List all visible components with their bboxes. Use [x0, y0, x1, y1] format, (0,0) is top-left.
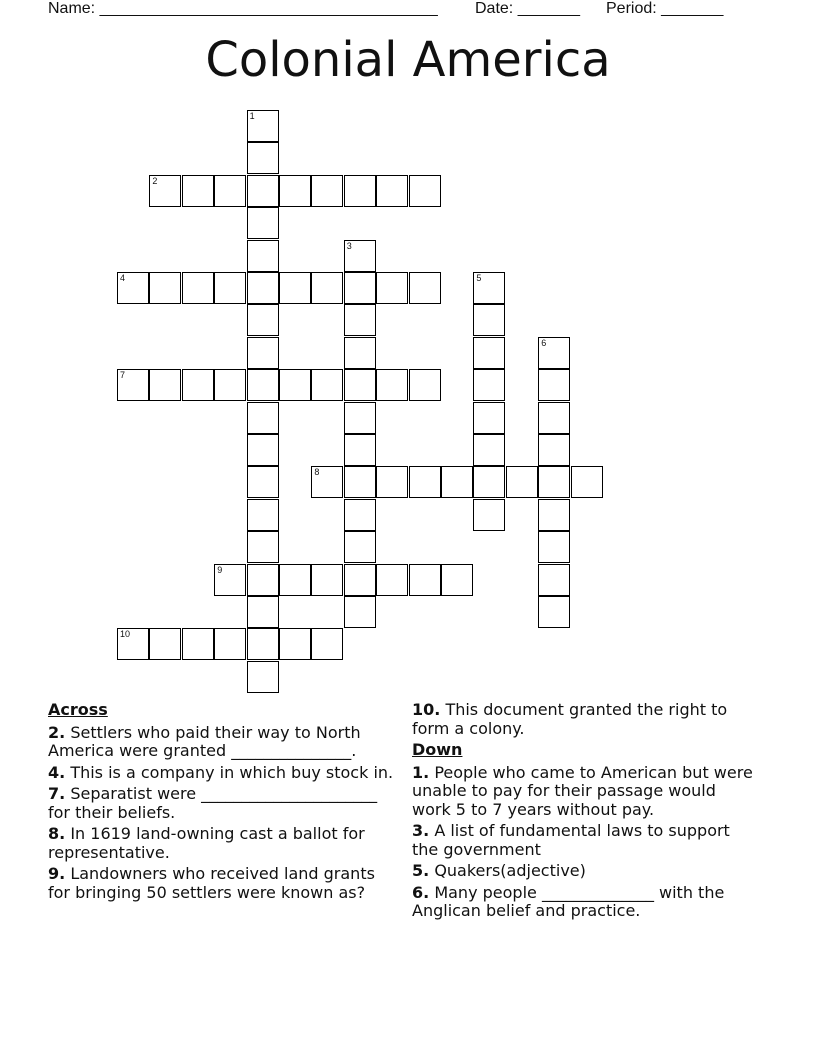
- grid-cell[interactable]: [538, 369, 570, 401]
- clue-down-6: 6. Many people ______________ with the Anglican belief and practice.: [412, 882, 725, 920]
- grid-cell[interactable]: [409, 272, 441, 304]
- grid-cell[interactable]: [473, 272, 505, 304]
- grid-cell[interactable]: [247, 304, 279, 336]
- grid-cell[interactable]: [149, 628, 181, 660]
- down-heading: Down: [412, 740, 463, 759]
- grid-cell[interactable]: [247, 466, 279, 498]
- grid-cell[interactable]: [214, 564, 246, 596]
- grid-cell[interactable]: [247, 564, 279, 596]
- grid-cell[interactable]: [538, 596, 570, 628]
- grid-cell[interactable]: [214, 175, 246, 207]
- clue-number: 7: [120, 370, 126, 381]
- grid-cell[interactable]: [376, 466, 408, 498]
- grid-cell[interactable]: [506, 466, 538, 498]
- grid-cell[interactable]: [247, 402, 279, 434]
- clue-number: 3: [346, 240, 352, 251]
- clue-down-3: 3. A list of fundamental laws to support the government: [412, 821, 730, 859]
- clue-number: 4: [120, 273, 126, 283]
- grid-cell[interactable]: [538, 531, 570, 563]
- grid-cell[interactable]: [247, 499, 279, 531]
- grid-cell[interactable]: [117, 272, 149, 304]
- grid-cell[interactable]: [376, 272, 408, 304]
- grid-cell[interactable]: [279, 628, 311, 660]
- grid-cell[interactable]: [376, 175, 408, 207]
- grid-cell[interactable]: [149, 272, 181, 304]
- period-field[interactable]: Period: _______: [606, 0, 724, 17]
- grid-cell[interactable]: [182, 272, 214, 304]
- grid-cell[interactable]: [247, 369, 279, 401]
- grid-cell[interactable]: [247, 272, 279, 304]
- grid-cell[interactable]: [182, 628, 214, 660]
- across-heading: Across: [48, 700, 108, 719]
- grid-cell[interactable]: [571, 466, 603, 498]
- grid-cell[interactable]: [538, 337, 570, 369]
- grid-cell[interactable]: [473, 369, 505, 401]
- clue-number: 5: [476, 273, 482, 283]
- grid-cell[interactable]: [344, 240, 376, 272]
- grid-cell[interactable]: [247, 531, 279, 563]
- grid-cell[interactable]: [247, 661, 279, 693]
- grid-cell[interactable]: [214, 369, 246, 401]
- grid-cell[interactable]: [473, 402, 505, 434]
- grid-cell[interactable]: [279, 175, 311, 207]
- grid-cell[interactable]: [311, 564, 343, 596]
- grid-cell[interactable]: [344, 564, 376, 596]
- grid-cell[interactable]: [409, 369, 441, 401]
- grid-cell[interactable]: [344, 175, 376, 207]
- grid-cell[interactable]: [311, 369, 343, 401]
- clues-right-column: [412, 701, 757, 924]
- name-field[interactable]: Name: ______________________________________: [48, 0, 438, 17]
- grid-cell[interactable]: [344, 531, 376, 563]
- grid-cell[interactable]: [409, 175, 441, 207]
- grid-cell[interactable]: [279, 272, 311, 304]
- grid-cell[interactable]: [409, 564, 441, 596]
- grid-cell[interactable]: [441, 466, 473, 498]
- clue-across-4: 4. This is a company in which buy stock in.: [48, 762, 394, 782]
- grid-cell[interactable]: [279, 564, 311, 596]
- grid-cell[interactable]: [182, 175, 214, 207]
- grid-cell[interactable]: [214, 628, 246, 660]
- clue-number: 9: [217, 564, 223, 575]
- grid-cell[interactable]: [247, 596, 279, 628]
- grid-cell[interactable]: [441, 564, 473, 596]
- grid-cell[interactable]: [538, 402, 570, 434]
- clues-left-column: [48, 701, 398, 905]
- grid-cell[interactable]: [149, 369, 181, 401]
- grid-cell[interactable]: [473, 434, 505, 466]
- grid-cell[interactable]: [344, 402, 376, 434]
- clue-across-2: 2. Settlers who paid their way to North America were granted _______________.: [48, 722, 361, 760]
- grid-cell[interactable]: [473, 466, 505, 498]
- grid-cell[interactable]: [409, 466, 441, 498]
- grid-cell[interactable]: [311, 628, 343, 660]
- grid-cell[interactable]: [117, 369, 149, 401]
- grid-cell[interactable]: [473, 304, 505, 336]
- date-field[interactable]: Date: _______: [475, 0, 580, 17]
- grid-cell[interactable]: [344, 434, 376, 466]
- grid-cell[interactable]: [473, 499, 505, 531]
- grid-cell[interactable]: [279, 369, 311, 401]
- clue-number: 6: [541, 337, 547, 348]
- grid-cell[interactable]: [376, 369, 408, 401]
- grid-cell[interactable]: [344, 596, 376, 628]
- grid-cell[interactable]: [538, 466, 570, 498]
- grid-cell[interactable]: [344, 499, 376, 531]
- clue-across-8: 8. In 1619 land-owning cast a ballot for representative.: [48, 824, 365, 862]
- clue-number: 8: [314, 467, 320, 478]
- grid-cell[interactable]: [344, 466, 376, 498]
- grid-cell[interactable]: [344, 369, 376, 401]
- grid-cell[interactable]: [182, 369, 214, 401]
- grid-cell[interactable]: [247, 628, 279, 660]
- grid-cell[interactable]: [311, 466, 343, 498]
- clue-down-5: 5. Quakers(adjective): [412, 861, 586, 880]
- grid-cell[interactable]: [247, 337, 279, 369]
- grid-cell[interactable]: [247, 434, 279, 466]
- grid-cell[interactable]: [538, 564, 570, 596]
- grid-cell[interactable]: [311, 272, 343, 304]
- grid-cell[interactable]: [344, 272, 376, 304]
- grid-cell[interactable]: [473, 337, 505, 369]
- clue-down-1: 1. People who came to American but were unable to pay for their passage would work 5 to 7 years without pay.: [412, 762, 753, 819]
- grid-cell[interactable]: [117, 628, 149, 660]
- grid-cell[interactable]: [247, 207, 279, 239]
- clue-across-7: 7. Separatist were ______________________ for their beliefs.: [48, 784, 378, 822]
- clue-number: 2: [152, 175, 158, 186]
- grid-cell[interactable]: [538, 434, 570, 466]
- grid-cell[interactable]: [214, 272, 246, 304]
- grid-cell[interactable]: [247, 175, 279, 207]
- grid-cell[interactable]: [538, 499, 570, 531]
- grid-cell[interactable]: [344, 304, 376, 336]
- grid-cell[interactable]: [247, 110, 279, 142]
- grid-cell[interactable]: [247, 240, 279, 272]
- grid-cell[interactable]: [344, 337, 376, 369]
- page-title: Colonial America: [205, 32, 611, 88]
- clue-across-9: 9. Landowners who received land grants for bringing 50 settlers were known as?: [48, 864, 375, 902]
- clue-across-10: 10. This document granted the right to form a colony.: [412, 700, 728, 738]
- grid-cell[interactable]: [311, 175, 343, 207]
- clue-number: 1: [249, 111, 255, 121]
- clue-number: 10: [120, 629, 131, 640]
- grid-cell[interactable]: [376, 564, 408, 596]
- grid-cell[interactable]: [149, 175, 181, 207]
- grid-cell[interactable]: [247, 142, 279, 174]
